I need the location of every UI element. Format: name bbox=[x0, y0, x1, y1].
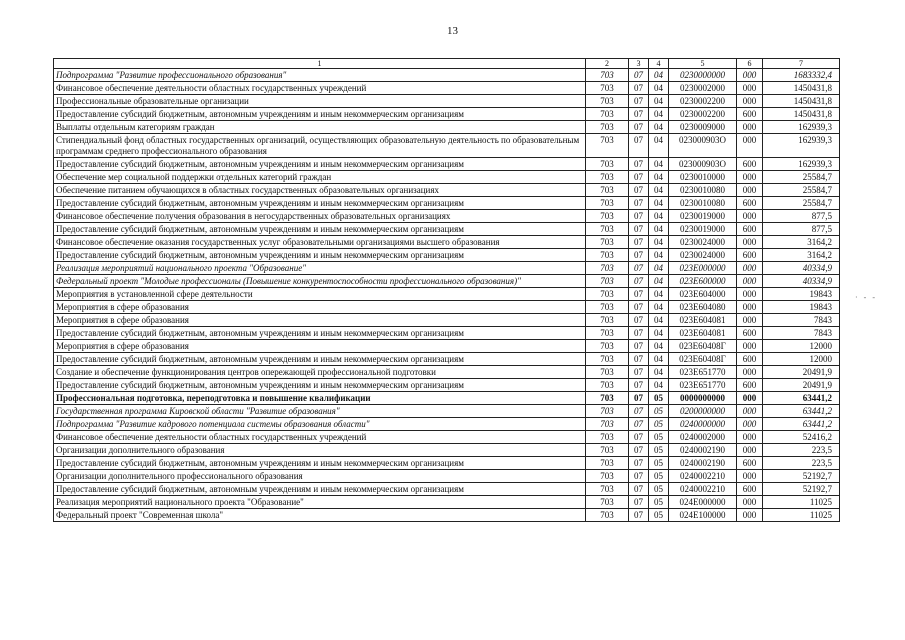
column-header-4: 4 bbox=[649, 59, 669, 69]
row-subsection-cell: 05 bbox=[649, 418, 669, 431]
row-amount-cell: 20491,9 bbox=[763, 379, 840, 392]
row-amount-cell: 3164,2 bbox=[763, 249, 840, 262]
row-subsection-cell: 05 bbox=[649, 470, 669, 483]
page-number: 13 bbox=[447, 25, 458, 37]
row-target-article-cell: 0230019000 bbox=[669, 223, 737, 236]
column-header-2: 2 bbox=[586, 59, 629, 69]
row-subsection-cell: 04 bbox=[649, 249, 669, 262]
row-code-cell: 703 bbox=[586, 171, 629, 184]
row-expense-type-cell: 000 bbox=[737, 288, 763, 301]
row-target-article-cell: 0240002210 bbox=[669, 483, 737, 496]
row-name-cell: Мероприятия в сфере образования bbox=[54, 340, 586, 353]
row-amount-cell: 63441,2 bbox=[763, 405, 840, 418]
row-code-cell: 703 bbox=[586, 353, 629, 366]
row-subsection-cell: 04 bbox=[649, 108, 669, 121]
row-name-cell: Федеральный проект "Молодые профессионалы (Повышение конкурентоспособности профессионального образования)" bbox=[54, 275, 586, 288]
row-section-cell: 07 bbox=[629, 262, 649, 275]
row-target-article-cell: 023Е600000 bbox=[669, 275, 737, 288]
table-row bbox=[54, 223, 840, 236]
table-row bbox=[54, 158, 840, 171]
row-expense-type-cell: 600 bbox=[737, 197, 763, 210]
row-target-article-cell: 0240000000 bbox=[669, 418, 737, 431]
table-header-row bbox=[54, 59, 840, 69]
row-target-article-cell: 0230019000 bbox=[669, 210, 737, 223]
row-code-cell: 703 bbox=[586, 82, 629, 95]
row-expense-type-cell: 000 bbox=[737, 95, 763, 108]
row-subsection-cell: 04 bbox=[649, 275, 669, 288]
row-subsection-cell: 04 bbox=[649, 134, 669, 158]
row-name-cell: Предоставление субсидий бюджетным, автономным учреждениям и иным некоммерческим организациям bbox=[54, 197, 586, 210]
row-section-cell: 07 bbox=[629, 340, 649, 353]
row-amount-cell: 1450431,8 bbox=[763, 95, 840, 108]
table-row bbox=[54, 210, 840, 223]
row-amount-cell: 1683332,4 bbox=[763, 69, 840, 82]
row-subsection-cell: 04 bbox=[649, 171, 669, 184]
table-row bbox=[54, 314, 840, 327]
row-section-cell: 07 bbox=[629, 496, 649, 509]
row-amount-cell: 223,5 bbox=[763, 444, 840, 457]
row-name-cell: Профессиональная подготовка, переподготовка и повышение квалификации bbox=[54, 392, 586, 405]
row-section-cell: 07 bbox=[629, 210, 649, 223]
row-section-cell: 07 bbox=[629, 470, 649, 483]
row-subsection-cell: 04 bbox=[649, 288, 669, 301]
row-section-cell: 07 bbox=[629, 223, 649, 236]
row-code-cell: 703 bbox=[586, 431, 629, 444]
row-target-article-cell: 023Е604081 bbox=[669, 314, 737, 327]
row-name-cell: Выплаты отдельным категориям граждан bbox=[54, 121, 586, 134]
row-amount-cell: 162939,3 bbox=[763, 158, 840, 171]
row-section-cell: 07 bbox=[629, 82, 649, 95]
row-code-cell: 703 bbox=[586, 158, 629, 171]
row-expense-type-cell: 000 bbox=[737, 392, 763, 405]
table-row bbox=[54, 379, 840, 392]
row-expense-type-cell: 000 bbox=[737, 418, 763, 431]
row-target-article-cell: 023Е651770 bbox=[669, 379, 737, 392]
row-expense-type-cell: 600 bbox=[737, 483, 763, 496]
row-name-cell: Федеральный проект "Современная школа" bbox=[54, 509, 586, 522]
table-row bbox=[54, 327, 840, 340]
row-expense-type-cell: 000 bbox=[737, 69, 763, 82]
row-target-article-cell: 023Е60408Г bbox=[669, 353, 737, 366]
row-name-cell: Организации дополнительного профессионального образования bbox=[54, 470, 586, 483]
row-amount-cell: 63441,2 bbox=[763, 418, 840, 431]
row-code-cell: 703 bbox=[586, 69, 629, 82]
row-name-cell: Организации дополнительного образования bbox=[54, 444, 586, 457]
row-target-article-cell: 023Е651770 bbox=[669, 366, 737, 379]
row-expense-type-cell: 000 bbox=[737, 210, 763, 223]
row-subsection-cell: 04 bbox=[649, 197, 669, 210]
row-target-article-cell: 0230010000 bbox=[669, 171, 737, 184]
row-subsection-cell: 04 bbox=[649, 236, 669, 249]
table-row bbox=[54, 405, 840, 418]
table-row bbox=[54, 69, 840, 82]
row-section-cell: 07 bbox=[629, 197, 649, 210]
row-section-cell: 07 bbox=[629, 366, 649, 379]
row-amount-cell: 7843 bbox=[763, 327, 840, 340]
row-subsection-cell: 05 bbox=[649, 483, 669, 496]
row-amount-cell: 223,5 bbox=[763, 457, 840, 470]
row-code-cell: 703 bbox=[586, 197, 629, 210]
row-expense-type-cell: 000 bbox=[737, 431, 763, 444]
row-code-cell: 703 bbox=[586, 134, 629, 158]
row-code-cell: 703 bbox=[586, 275, 629, 288]
row-code-cell: 703 bbox=[586, 457, 629, 470]
table-row bbox=[54, 197, 840, 210]
row-amount-cell: 877,5 bbox=[763, 210, 840, 223]
row-section-cell: 07 bbox=[629, 353, 649, 366]
row-amount-cell: 12000 bbox=[763, 340, 840, 353]
row-expense-type-cell: 600 bbox=[737, 457, 763, 470]
row-name-cell: Подпрограмма "Развитие профессионального образования" bbox=[54, 69, 586, 82]
row-section-cell: 07 bbox=[629, 236, 649, 249]
table-row bbox=[54, 236, 840, 249]
table-row bbox=[54, 262, 840, 275]
row-subsection-cell: 04 bbox=[649, 184, 669, 197]
row-expense-type-cell: 600 bbox=[737, 379, 763, 392]
row-code-cell: 703 bbox=[586, 249, 629, 262]
table-row bbox=[54, 392, 840, 405]
table-row bbox=[54, 171, 840, 184]
row-name-cell: Финансовое обеспечение оказания государственных услуг образовательными организациями высшего образования bbox=[54, 236, 586, 249]
row-target-article-cell: 0230009000 bbox=[669, 121, 737, 134]
row-section-cell: 07 bbox=[629, 301, 649, 314]
row-code-cell: 703 bbox=[586, 95, 629, 108]
row-name-cell: Предоставление субсидий бюджетным, автономным учреждениям и иным некоммерческим организациям bbox=[54, 483, 586, 496]
row-section-cell: 07 bbox=[629, 158, 649, 171]
row-amount-cell: 7843 bbox=[763, 314, 840, 327]
table-row bbox=[54, 366, 840, 379]
column-header-5: 5 bbox=[669, 59, 737, 69]
column-header-1: 1 bbox=[54, 59, 586, 69]
row-code-cell: 703 bbox=[586, 262, 629, 275]
table-row bbox=[54, 431, 840, 444]
row-amount-cell: 877,5 bbox=[763, 223, 840, 236]
row-amount-cell: 19843 bbox=[763, 301, 840, 314]
row-amount-cell: 63441,2 bbox=[763, 392, 840, 405]
row-code-cell: 703 bbox=[586, 184, 629, 197]
row-expense-type-cell: 000 bbox=[737, 366, 763, 379]
row-name-cell: Финансовое обеспечение получения образования в негосударственных образовательных организациях bbox=[54, 210, 586, 223]
row-expense-type-cell: 000 bbox=[737, 340, 763, 353]
row-amount-cell: 52192,7 bbox=[763, 470, 840, 483]
row-code-cell: 703 bbox=[586, 405, 629, 418]
row-name-cell: Мероприятия в сфере образования bbox=[54, 301, 586, 314]
row-expense-type-cell: 000 bbox=[737, 509, 763, 522]
row-name-cell: Предоставление субсидий бюджетным, автономным учреждениям и иным некоммерческим организациям bbox=[54, 108, 586, 121]
table-row bbox=[54, 288, 840, 301]
row-expense-type-cell: 000 bbox=[737, 236, 763, 249]
row-section-cell: 07 bbox=[629, 509, 649, 522]
table-row bbox=[54, 184, 840, 197]
row-expense-type-cell: 000 bbox=[737, 314, 763, 327]
table-body bbox=[54, 69, 840, 522]
row-section-cell: 07 bbox=[629, 327, 649, 340]
row-expense-type-cell: 600 bbox=[737, 327, 763, 340]
row-subsection-cell: 04 bbox=[649, 366, 669, 379]
row-target-article-cell: 0230002000 bbox=[669, 82, 737, 95]
row-name-cell: Предоставление субсидий бюджетным, автономным учреждениям и иным некоммерческим организациям bbox=[54, 327, 586, 340]
row-code-cell: 703 bbox=[586, 108, 629, 121]
table-row bbox=[54, 509, 840, 522]
row-section-cell: 07 bbox=[629, 392, 649, 405]
row-target-article-cell: 0230000000 bbox=[669, 69, 737, 82]
row-subsection-cell: 05 bbox=[649, 457, 669, 470]
row-target-article-cell: 0240002210 bbox=[669, 470, 737, 483]
row-code-cell: 703 bbox=[586, 509, 629, 522]
row-target-article-cell: 0230024000 bbox=[669, 236, 737, 249]
row-expense-type-cell: 000 bbox=[737, 301, 763, 314]
row-expense-type-cell: 600 bbox=[737, 223, 763, 236]
row-name-cell: Предоставление субсидий бюджетным, автономным учреждениям и иным некоммерческим организациям bbox=[54, 353, 586, 366]
row-amount-cell: 20491,9 bbox=[763, 366, 840, 379]
budget-table bbox=[53, 58, 840, 522]
row-name-cell: Обеспечение питанием обучающихся в областных государственных образовательных организациях bbox=[54, 184, 586, 197]
row-target-article-cell: 0230024000 bbox=[669, 249, 737, 262]
row-target-article-cell: 023000903О bbox=[669, 158, 737, 171]
row-subsection-cell: 05 bbox=[649, 431, 669, 444]
row-name-cell: Финансовое обеспечение деятельности областных государственных учреждений bbox=[54, 82, 586, 95]
row-code-cell: 703 bbox=[586, 236, 629, 249]
row-section-cell: 07 bbox=[629, 249, 649, 262]
row-expense-type-cell: 000 bbox=[737, 184, 763, 197]
row-subsection-cell: 04 bbox=[649, 223, 669, 236]
row-section-cell: 07 bbox=[629, 418, 649, 431]
row-expense-type-cell: 000 bbox=[737, 444, 763, 457]
row-target-article-cell: 0240002190 bbox=[669, 444, 737, 457]
table-row bbox=[54, 353, 840, 366]
row-target-article-cell: 023000903О bbox=[669, 134, 737, 158]
row-subsection-cell: 04 bbox=[649, 327, 669, 340]
row-subsection-cell: 04 bbox=[649, 262, 669, 275]
row-name-cell: Государственная программа Кировской области "Развитие образования" bbox=[54, 405, 586, 418]
row-section-cell: 07 bbox=[629, 379, 649, 392]
row-expense-type-cell: 000 bbox=[737, 82, 763, 95]
row-amount-cell: 11025 bbox=[763, 496, 840, 509]
table-row bbox=[54, 470, 840, 483]
row-code-cell: 703 bbox=[586, 470, 629, 483]
row-name-cell: Реализация мероприятий национального проекта "Образование" bbox=[54, 496, 586, 509]
row-target-article-cell: 0230010080 bbox=[669, 184, 737, 197]
row-amount-cell: 52416,2 bbox=[763, 431, 840, 444]
row-code-cell: 703 bbox=[586, 223, 629, 236]
table-row bbox=[54, 457, 840, 470]
row-name-cell: Мероприятия в сфере образования bbox=[54, 314, 586, 327]
row-target-article-cell: 023Е60408Г bbox=[669, 340, 737, 353]
row-amount-cell: 162939,3 bbox=[763, 121, 840, 134]
row-subsection-cell: 04 bbox=[649, 301, 669, 314]
row-name-cell: Создание и обеспечение функционирования центров опережающей профессиональной подготовки bbox=[54, 366, 586, 379]
table-row bbox=[54, 249, 840, 262]
table-row bbox=[54, 134, 840, 158]
row-amount-cell: 19843 bbox=[763, 288, 840, 301]
row-amount-cell: 3164,2 bbox=[763, 236, 840, 249]
row-section-cell: 07 bbox=[629, 121, 649, 134]
row-section-cell: 07 bbox=[629, 288, 649, 301]
row-code-cell: 703 bbox=[586, 483, 629, 496]
row-subsection-cell: 04 bbox=[649, 353, 669, 366]
row-subsection-cell: 04 bbox=[649, 314, 669, 327]
row-expense-type-cell: 600 bbox=[737, 158, 763, 171]
column-header-6: 6 bbox=[737, 59, 763, 69]
row-code-cell: 703 bbox=[586, 392, 629, 405]
row-expense-type-cell: 600 bbox=[737, 108, 763, 121]
table-row bbox=[54, 301, 840, 314]
row-code-cell: 703 bbox=[586, 496, 629, 509]
row-expense-type-cell: 000 bbox=[737, 496, 763, 509]
row-name-cell: Финансовое обеспечение деятельности областных государственных учреждений bbox=[54, 431, 586, 444]
row-section-cell: 07 bbox=[629, 457, 649, 470]
row-code-cell: 703 bbox=[586, 327, 629, 340]
row-section-cell: 07 bbox=[629, 431, 649, 444]
row-target-article-cell: 023Е000000 bbox=[669, 262, 737, 275]
row-expense-type-cell: 600 bbox=[737, 353, 763, 366]
row-expense-type-cell: 000 bbox=[737, 171, 763, 184]
row-name-cell: Предоставление субсидий бюджетным, автономным учреждениям и иным некоммерческим организациям bbox=[54, 223, 586, 236]
row-subsection-cell: 04 bbox=[649, 95, 669, 108]
row-name-cell: Профессиональные образовательные организации bbox=[54, 95, 586, 108]
row-subsection-cell: 04 bbox=[649, 121, 669, 134]
column-header-3: 3 bbox=[629, 59, 649, 69]
row-expense-type-cell: 600 bbox=[737, 249, 763, 262]
row-amount-cell: 25584,7 bbox=[763, 184, 840, 197]
row-name-cell: Предоставление субсидий бюджетным, автономным учреждениям и иным некоммерческим организациям bbox=[54, 379, 586, 392]
row-subsection-cell: 05 bbox=[649, 392, 669, 405]
row-subsection-cell: 04 bbox=[649, 158, 669, 171]
table-row bbox=[54, 483, 840, 496]
row-section-cell: 07 bbox=[629, 69, 649, 82]
row-expense-type-cell: 000 bbox=[737, 262, 763, 275]
row-name-cell: Предоставление субсидий бюджетным, автономным учреждениям и иным некоммерческим организациям bbox=[54, 249, 586, 262]
table-row bbox=[54, 121, 840, 134]
row-target-article-cell: 024Е000000 bbox=[669, 496, 737, 509]
row-amount-cell: 162939,3 bbox=[763, 134, 840, 158]
row-code-cell: 703 bbox=[586, 210, 629, 223]
row-section-cell: 07 bbox=[629, 483, 649, 496]
row-target-article-cell: 0240002190 bbox=[669, 457, 737, 470]
row-target-article-cell: 0230010080 bbox=[669, 197, 737, 210]
row-code-cell: 703 bbox=[586, 444, 629, 457]
table-row bbox=[54, 275, 840, 288]
row-amount-cell: 1450431,8 bbox=[763, 82, 840, 95]
table-row bbox=[54, 444, 840, 457]
row-subsection-cell: 04 bbox=[649, 69, 669, 82]
row-subsection-cell: 05 bbox=[649, 496, 669, 509]
row-section-cell: 07 bbox=[629, 171, 649, 184]
row-amount-cell: 40334,9 bbox=[763, 262, 840, 275]
row-section-cell: 07 bbox=[629, 275, 649, 288]
row-code-cell: 703 bbox=[586, 314, 629, 327]
row-target-article-cell: 0230002200 bbox=[669, 108, 737, 121]
row-name-cell: Реализация мероприятий национального проекта "Образование" bbox=[54, 262, 586, 275]
row-target-article-cell: 023Е604000 bbox=[669, 288, 737, 301]
row-amount-cell: 25584,7 bbox=[763, 171, 840, 184]
row-section-cell: 07 bbox=[629, 444, 649, 457]
row-section-cell: 07 bbox=[629, 108, 649, 121]
row-expense-type-cell: 000 bbox=[737, 275, 763, 288]
row-amount-cell: 11025 bbox=[763, 509, 840, 522]
row-expense-type-cell: 000 bbox=[737, 470, 763, 483]
row-subsection-cell: 04 bbox=[649, 210, 669, 223]
column-header-7: 7 bbox=[763, 59, 840, 69]
row-name-cell: Подпрограмма "Развитие кадрового потенциала системы образования области" bbox=[54, 418, 586, 431]
row-name-cell: Предоставление субсидий бюджетным, автономным учреждениям и иным некоммерческим организациям bbox=[54, 457, 586, 470]
row-section-cell: 07 bbox=[629, 405, 649, 418]
row-target-article-cell: 0200000000 bbox=[669, 405, 737, 418]
row-code-cell: 703 bbox=[586, 121, 629, 134]
table-row bbox=[54, 496, 840, 509]
row-target-article-cell: 0240002000 bbox=[669, 431, 737, 444]
table-row bbox=[54, 82, 840, 95]
row-section-cell: 07 bbox=[629, 95, 649, 108]
row-target-article-cell: 023Е604081 bbox=[669, 327, 737, 340]
row-subsection-cell: 05 bbox=[649, 444, 669, 457]
row-amount-cell: 40334,9 bbox=[763, 275, 840, 288]
row-section-cell: 07 bbox=[629, 134, 649, 158]
row-expense-type-cell: 000 bbox=[737, 405, 763, 418]
row-expense-type-cell: 000 bbox=[737, 121, 763, 134]
row-subsection-cell: 05 bbox=[649, 509, 669, 522]
row-code-cell: 703 bbox=[586, 366, 629, 379]
row-subsection-cell: 04 bbox=[649, 340, 669, 353]
row-name-cell: Предоставление субсидий бюджетным, автономным учреждениям и иным некоммерческим организациям bbox=[54, 158, 586, 171]
row-target-article-cell: 0230002200 bbox=[669, 95, 737, 108]
row-amount-cell: 12000 bbox=[763, 353, 840, 366]
table-row bbox=[54, 418, 840, 431]
row-code-cell: 703 bbox=[586, 288, 629, 301]
row-code-cell: 703 bbox=[586, 301, 629, 314]
table-row bbox=[54, 340, 840, 353]
row-subsection-cell: 04 bbox=[649, 379, 669, 392]
row-name-cell: Стипендиальный фонд областных государственных организаций, осуществляющих образовательную деятельность по образовательным программам среднего профессионального образования bbox=[54, 134, 586, 158]
row-expense-type-cell: 000 bbox=[737, 134, 763, 158]
row-amount-cell: 52192,7 bbox=[763, 483, 840, 496]
row-amount-cell: 25584,7 bbox=[763, 197, 840, 210]
row-subsection-cell: 04 bbox=[649, 82, 669, 95]
table-row bbox=[54, 108, 840, 121]
row-section-cell: 07 bbox=[629, 184, 649, 197]
row-amount-cell: 1450431,8 bbox=[763, 108, 840, 121]
row-code-cell: 703 bbox=[586, 379, 629, 392]
table-row bbox=[54, 95, 840, 108]
row-section-cell: 07 bbox=[629, 314, 649, 327]
row-subsection-cell: 05 bbox=[649, 405, 669, 418]
row-name-cell: Мероприятия в установленной сфере деятельности bbox=[54, 288, 586, 301]
row-name-cell: Обеспечение мер социальной поддержки отдельных категорий граждан bbox=[54, 171, 586, 184]
row-code-cell: 703 bbox=[586, 418, 629, 431]
row-target-article-cell: 023Е604080 bbox=[669, 301, 737, 314]
row-target-article-cell: 024Е100000 bbox=[669, 509, 737, 522]
row-code-cell: 703 bbox=[586, 340, 629, 353]
scan-mark: · - - bbox=[855, 293, 877, 302]
row-target-article-cell: 0000000000 bbox=[669, 392, 737, 405]
